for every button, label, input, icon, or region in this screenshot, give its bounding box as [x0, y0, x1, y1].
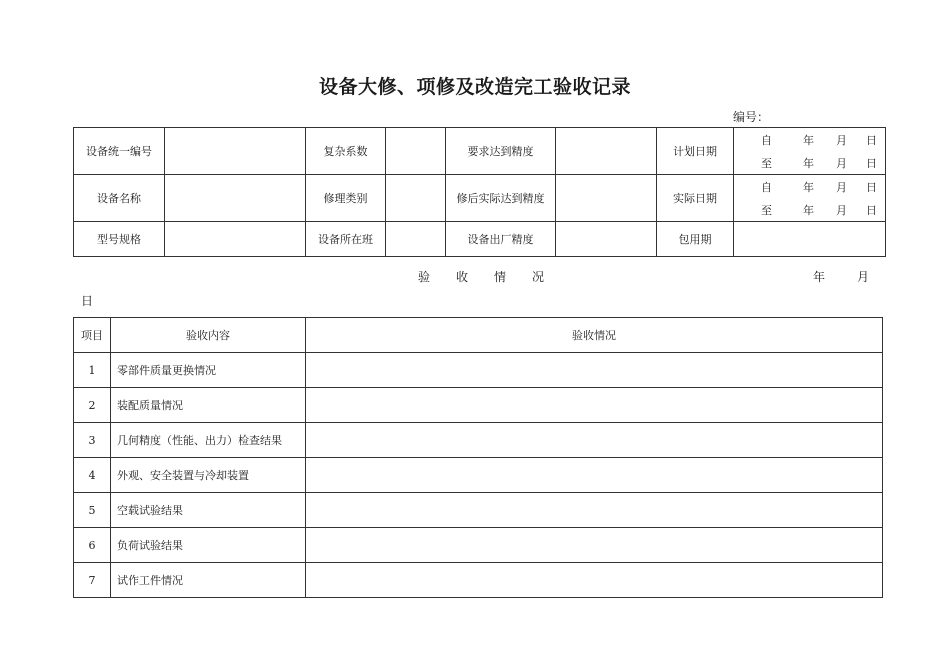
serial-label: 编号：	[733, 110, 770, 124]
label-required-precision: 要求达到精度	[446, 128, 556, 175]
row-status-cell[interactable]	[306, 563, 883, 598]
row-status-cell[interactable]	[306, 353, 883, 388]
row-number: 3	[74, 423, 111, 458]
value-repair-type[interactable]	[386, 175, 446, 222]
value-required-precision[interactable]	[556, 128, 657, 175]
table-row	[74, 458, 883, 493]
header-content: 验收内容	[111, 318, 306, 353]
table-row	[74, 388, 883, 423]
header-status: 验收情况	[306, 318, 883, 353]
equipment-info-table	[73, 127, 886, 257]
table-row	[74, 528, 883, 563]
row-status-cell[interactable]	[306, 388, 883, 423]
value-complexity[interactable]	[386, 128, 446, 175]
row-content: 试作工件情况	[111, 563, 306, 598]
row-content: 几何精度（性能、出力）检查结果	[111, 423, 306, 458]
value-factory-precision[interactable]	[556, 222, 657, 257]
row-number: 4	[74, 458, 111, 493]
label-actual-precision: 修后实际达到精度	[446, 175, 556, 222]
value-warranty[interactable]	[734, 222, 886, 257]
label-repair-type: 修理类别	[306, 175, 386, 222]
row-content: 装配质量情况	[111, 388, 306, 423]
row-number: 6	[74, 528, 111, 563]
acceptance-month-label: 月	[857, 270, 870, 284]
value-actual-precision[interactable]	[556, 175, 657, 222]
actual-date-from: 自 年 月 日	[761, 180, 877, 194]
label-model-spec: 型号规格	[74, 222, 165, 257]
label-actual-date: 实际日期	[657, 175, 734, 222]
header-item-no: 项目	[74, 318, 111, 353]
label-equipment-id: 设备统一编号	[74, 128, 165, 175]
table-row	[74, 353, 883, 388]
row-number: 5	[74, 493, 111, 528]
row-status-cell[interactable]	[306, 423, 883, 458]
row-content: 外观、安全装置与冷却装置	[111, 458, 306, 493]
label-equipment-name: 设备名称	[74, 175, 165, 222]
planned-date-from: 自 年 月 日	[761, 133, 877, 147]
actual-date-to: 至 年 月 日	[761, 203, 877, 217]
table-row	[74, 423, 883, 458]
value-model-spec[interactable]	[165, 222, 306, 257]
label-factory-precision: 设备出厂精度	[446, 222, 556, 257]
acceptance-day-label: 日	[81, 294, 94, 308]
row-status-cell[interactable]	[306, 528, 883, 563]
value-equipment-name[interactable]	[165, 175, 306, 222]
acceptance-table	[73, 317, 883, 598]
row-status-cell[interactable]	[306, 458, 883, 493]
table-row	[74, 493, 883, 528]
row-number: 2	[74, 388, 111, 423]
table-row	[74, 563, 883, 598]
acceptance-year-label: 年	[813, 270, 826, 284]
row-content: 负荷试验结果	[111, 528, 306, 563]
row-content: 空载试验结果	[111, 493, 306, 528]
value-actual-date[interactable]	[734, 175, 886, 222]
page-title: 设备大修、项修及改造完工验收记录	[318, 76, 631, 98]
label-team: 设备所在班	[306, 222, 386, 257]
planned-date-to: 至 年 月 日	[761, 156, 877, 170]
acceptance-title: 验收情况	[418, 270, 571, 284]
value-team[interactable]	[386, 222, 446, 257]
row-content: 零部件质量更换情况	[111, 353, 306, 388]
label-planned-date: 计划日期	[657, 128, 734, 175]
row-status-cell[interactable]	[306, 493, 883, 528]
label-warranty: 包用期	[657, 222, 734, 257]
row-number: 1	[74, 353, 111, 388]
row-number: 7	[74, 563, 111, 598]
value-planned-date[interactable]	[734, 128, 886, 175]
label-complexity: 复杂系数	[306, 128, 386, 175]
value-equipment-id[interactable]	[165, 128, 306, 175]
